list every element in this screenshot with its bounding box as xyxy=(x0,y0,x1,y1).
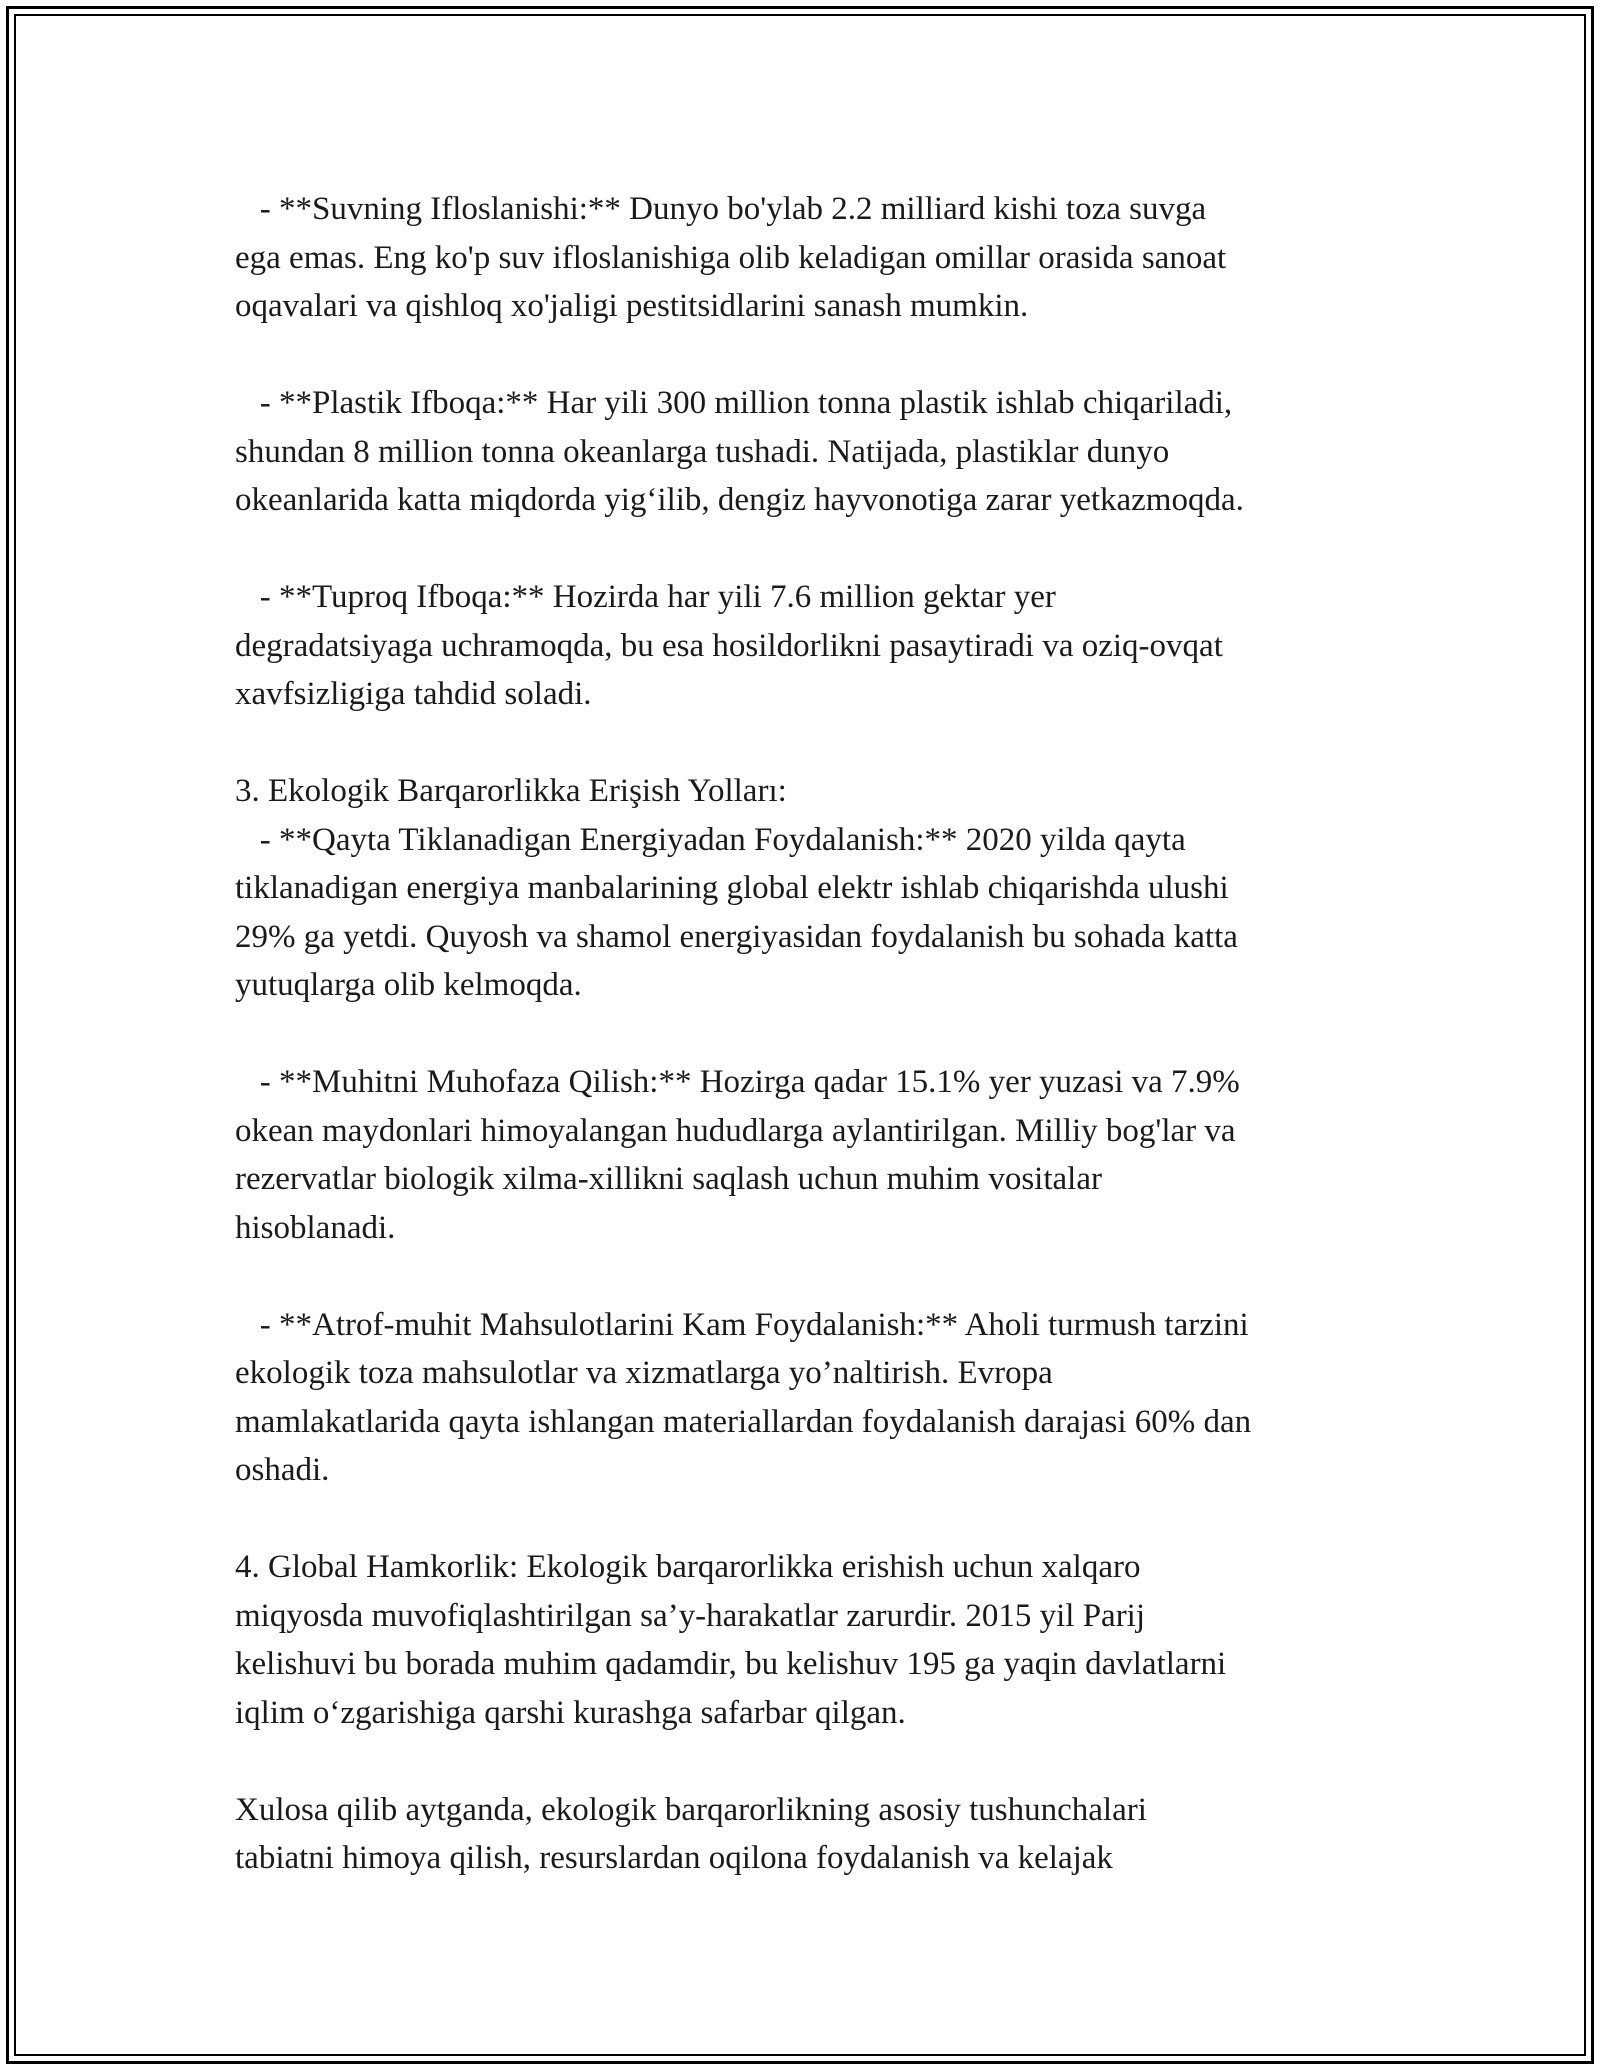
text-line: kelishuvi bu borada muhim qadamdir, bu kelishuv 195 ga yaqin davlatlarni xyxy=(235,1646,1227,1682)
text-line: hisoblanadi. xyxy=(235,1209,396,1246)
text-line: 4. Global Hamkorlik: Ekologik barqarorlikka erishish uchun xalqaro xyxy=(235,1549,1141,1585)
text-line: - **Tuproq Ifboqa:** Hozirda har yili 7.6 million gektar yer xyxy=(235,579,1056,615)
text-line: - **Suvning Ifloslanishi:** Dunyo bo'ylab 2.2 milliard kishi toza suvga xyxy=(235,191,1207,227)
text-line: iqlim o‘zgarishiga qarshi kurashga safarbar qilgan. xyxy=(235,1694,906,1731)
blank-line xyxy=(235,1252,1385,1301)
text-line: 3. Ekologik Barqarorlikka Erişish Yolları: xyxy=(235,773,787,809)
blank-line xyxy=(235,525,1385,574)
text-line: tiklanadigan energiya manbalarining global elektr ishlab chiqarishda ulushi xyxy=(235,870,1229,906)
document-body xyxy=(235,185,1385,1883)
text-line: okeanlarida katta miqdorda yig‘ilib, dengiz hayvonotiga zarar yetkazmoqda. xyxy=(235,482,1244,518)
text-line: 29% ga yetdi. Quyosh va shamol energiyasidan foydalanish bu sohada katta xyxy=(235,918,1238,955)
text-line: Xulosa qilib aytganda, ekologik barqarorlikning asosiy tushunchalari xyxy=(235,1791,1147,1828)
text-line: oshadi. xyxy=(235,1452,330,1488)
text-line: mamlakatlarida qayta ishlangan materiallardan foydalanish darajasi 60% dan xyxy=(235,1403,1252,1440)
text-line: tabiatni himoya qilish, resurslardan oqilona foydalanish va kelajak xyxy=(235,1840,1113,1876)
text-line: miqyosda muvofiqlashtirilgan sa’y-harakatlar zarurdir. 2015 yil Parij xyxy=(235,1597,1146,1634)
text-line: okean maydonlari himoyalangan hududlarga aylantirilgan. Milliy bog'lar va xyxy=(235,1112,1236,1149)
text-line: oqavalari va qishloq xo'jaligi pestitsidlarini sanash mumkin. xyxy=(235,288,1029,324)
blank-line xyxy=(235,1010,1385,1059)
text-line: - **Atrof-muhit Mahsulotlarini Kam Foydalanish:** Aholi turmush tarzini xyxy=(235,1306,1249,1343)
text-line: ega emas. Eng ko'p suv ifloslanishiga olib keladigan omillar orasida sanoat xyxy=(235,239,1227,276)
text-line: - **Plastik Ifboqa:** Har yili 300 million tonna plastik ishlab chiqariladi, xyxy=(235,385,1233,421)
blank-line xyxy=(235,1495,1385,1544)
text-line: yutuqlarga olib kelmoqda. xyxy=(235,967,582,1003)
blank-line xyxy=(235,1737,1385,1786)
blank-line xyxy=(235,331,1385,380)
text-line: degradatsiyaga uchramoqda, bu esa hosildorlikni pasaytiradi va oziq-ovqat xyxy=(235,627,1223,664)
text-line: - **Qayta Tiklanadigan Energiyadan Foydalanish:** 2020 yilda qayta xyxy=(235,821,1186,858)
text-line: - **Muhitni Muhofaza Qilish:** Hozirga qadar 15.1% yer yuzasi va 7.9% xyxy=(235,1064,1240,1100)
text-line: xavfsizligiga tahdid soladi. xyxy=(235,676,592,712)
text-line: rezervatlar biologik xilma-xillikni saqlash uchun muhim vositalar xyxy=(235,1161,1102,1197)
blank-line xyxy=(235,719,1385,768)
text-line: ekologik toza mahsulotlar va xizmatlarga yo’naltirish. Evropa xyxy=(235,1355,1053,1391)
text-line: shundan 8 million tonna okeanlarga tushadi. Natijada, plastiklar dunyo xyxy=(235,433,1170,470)
